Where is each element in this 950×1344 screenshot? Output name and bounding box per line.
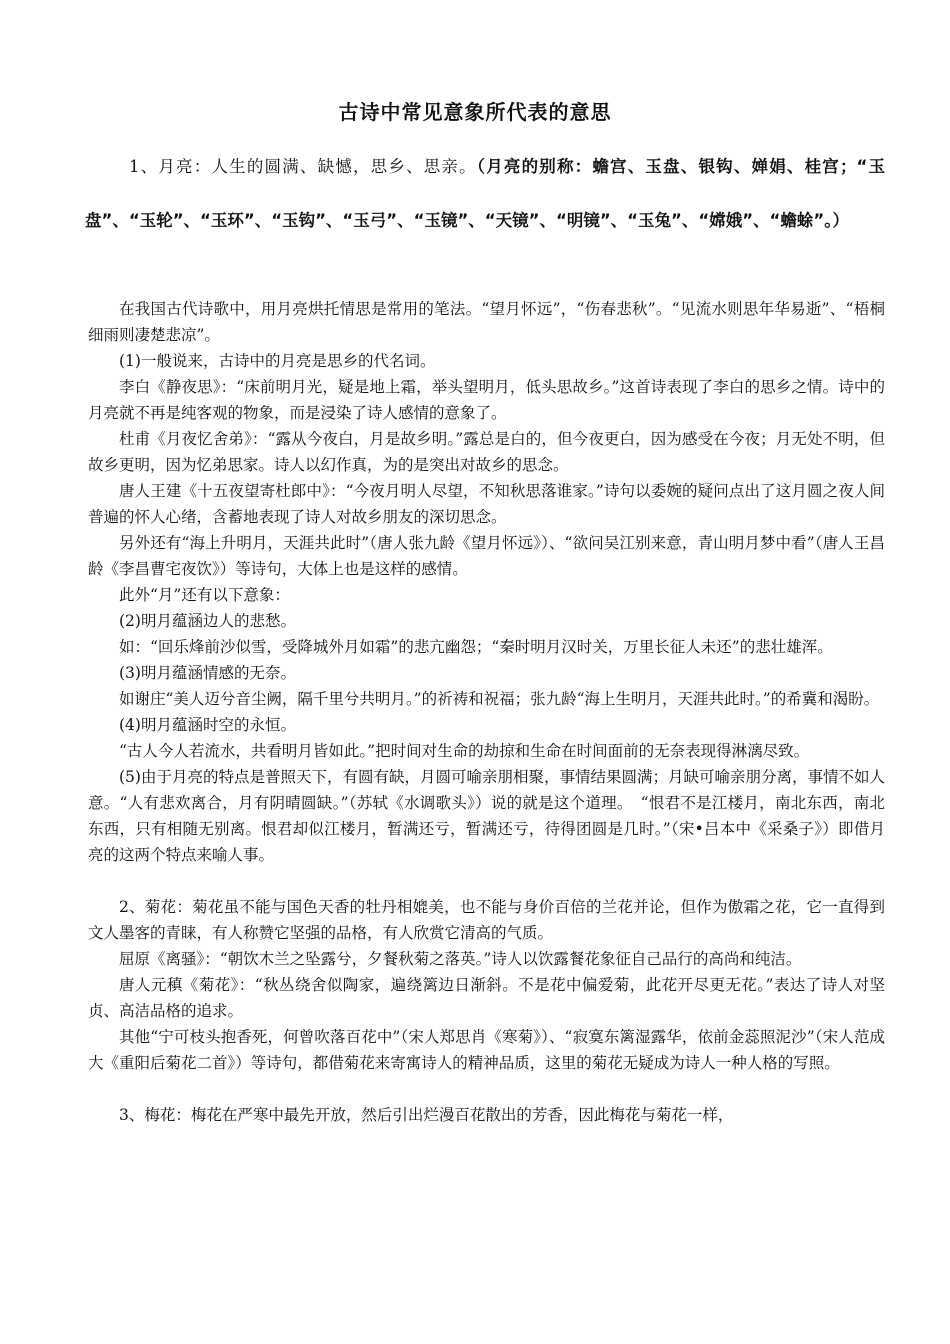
- paragraph: 如：“回乐烽前沙似雪，受降城外月如霜”的悲亢幽怨；“秦时明月汉时关，万里长征人未还”的悲壮雄浑。: [119, 638, 833, 656]
- paragraph: (3)明月蕴涵情感的无奈。: [119, 664, 296, 682]
- moon-aliases: （月亮的别称：蟾宫、玉盘、银钩、婵娟、桂宫；“玉盘”、“玉轮”、“玉环”、“玉钩”、“玉弓”、“玉镜”、“天镜”、“明镜”、“玉兔”、“嫦娥”、“蟾蜍”。）: [85, 157, 885, 230]
- paragraph: (1)一般说来，古诗中的月亮是思乡的代名词。: [119, 352, 436, 370]
- paragraph: 杜甫《月夜忆舍弟》：“露从今夜白，月是故乡明。”露总是白的，但今夜更白，因为感受在今夜；月无处不明，但故乡更明，因为忆弟思家。诗人以幻作真，为的是突出对故乡的思念。: [88, 430, 885, 474]
- section-spacer: [88, 1076, 885, 1102]
- page-title: 古诗中常见意象所代表的意思: [338, 100, 612, 124]
- paragraph: (2)明月蕴涵边人的悲愁。: [119, 612, 296, 630]
- paragraph: 另外还有“海上升明月，天涯共此时”（唐人张九龄《望月怀远》）、“欲问吴江别来意，青山明月梦中看”（唐人王昌龄《李昌曹宅夜饮》）等诗句，大体上也是这样的感情。: [88, 534, 885, 578]
- paragraph: 李白《静夜思》：“床前明月光，疑是地上霜，举头望明月，低头思故乡。”这首诗表现了李白的思乡之情。诗中的月亮就不再是纯客观的物象，而是浸染了诗人感情的意象了。: [88, 378, 885, 422]
- moon-intro-text: 1、月亮：人生的圆满、缺憾，思乡、思亲。: [129, 157, 477, 176]
- paragraph: 唐人元稹《菊花》：“秋丛绕舍似陶家，遍绕篱边日渐斜。不是花中偏爱菊，此花开尽更无花。”表达了诗人对坚贞、高洁品格的追求。: [88, 976, 885, 1020]
- paragraph: 3、梅花：梅花在严寒中最先开放，然后引出烂漫百花散出的芳香，因此梅花与菊花一样，: [119, 1106, 734, 1124]
- paragraph: 如谢庄“美人迈兮音尘阙，隔千里兮共明月。”的祈祷和祝福；张九龄“海上生明月，天涯共此时。”的希冀和渴盼。: [119, 690, 880, 708]
- paragraph: “古人今人若流水，共看明月皆如此。”把时间对生命的劫掠和生命在时间面前的无奈表现得淋漓尽致。: [119, 742, 810, 760]
- paragraph: 此外“月”还有以下意象：: [119, 586, 290, 604]
- document-body: [88, 296, 885, 1128]
- paragraph: 唐人王建《十五夜望寄杜郎中》：“今夜月明人尽望，不知秋思落谁家。”诗句以委婉的疑问点出了这月圆之夜人间普遍的怀人心绪，含蓄地表现了诗人对故乡朋友的深切思念。: [88, 482, 885, 526]
- paragraph: 在我国古代诗歌中，用月亮烘托情思是常用的笔法。“望月怀远”，“伤春悲秋”。“见流水则思年华易逝”、“梧桐细雨则凄楚悲凉”。: [88, 300, 885, 344]
- section-moon-intro: [85, 140, 885, 248]
- paragraph: (5)由于月亮的特点是普照天下，有圆有缺，月圆可喻亲朋相聚，事情结果圆满；月缺可喻亲朋分离，事情不如人意。“人有悲欢离合，月有阴晴圆缺。”（苏轼《水调歌头》）说的就是这个道理。 “恨君不是江楼月，南北东西，南北东西，只有相随无别离。恨君却似江楼月，暂满还亏，暂满还亏，待得团圆是几时。”（宋•吕本中《采桑子》）即借月亮的这两个特点来喻人事。: [88, 768, 885, 864]
- section-spacer: [88, 868, 885, 894]
- paragraph: 2、菊花：菊花虽不能与国色天香的牡丹相媲美，也不能与身价百倍的兰花并论，但作为傲霜之花，它一直得到文人墨客的青睐，有人称赞它坚强的品格，有人欣赏它清高的气质。: [88, 898, 885, 942]
- paragraph: 其他“宁可枝头抱香死，何曾吹落百花中”（宋人郑思肖《寒菊》）、“寂寞东篱湿露华，依前金蕊照泥沙”（宋人范成大《重阳后菊花二首》）等诗句，都借菊花来寄寓诗人的精神品质，这里的菊花无疑成为诗人一种人格的写照。: [88, 1028, 885, 1072]
- paragraph: (4)明月蕴涵时空的永恒。: [119, 716, 296, 734]
- paragraph: 屈原《离骚》：“朝饮木兰之坠露兮，夕餐秋菊之落英。”诗人以饮露餐花象征自己品行的高尚和纯洁。: [119, 950, 802, 968]
